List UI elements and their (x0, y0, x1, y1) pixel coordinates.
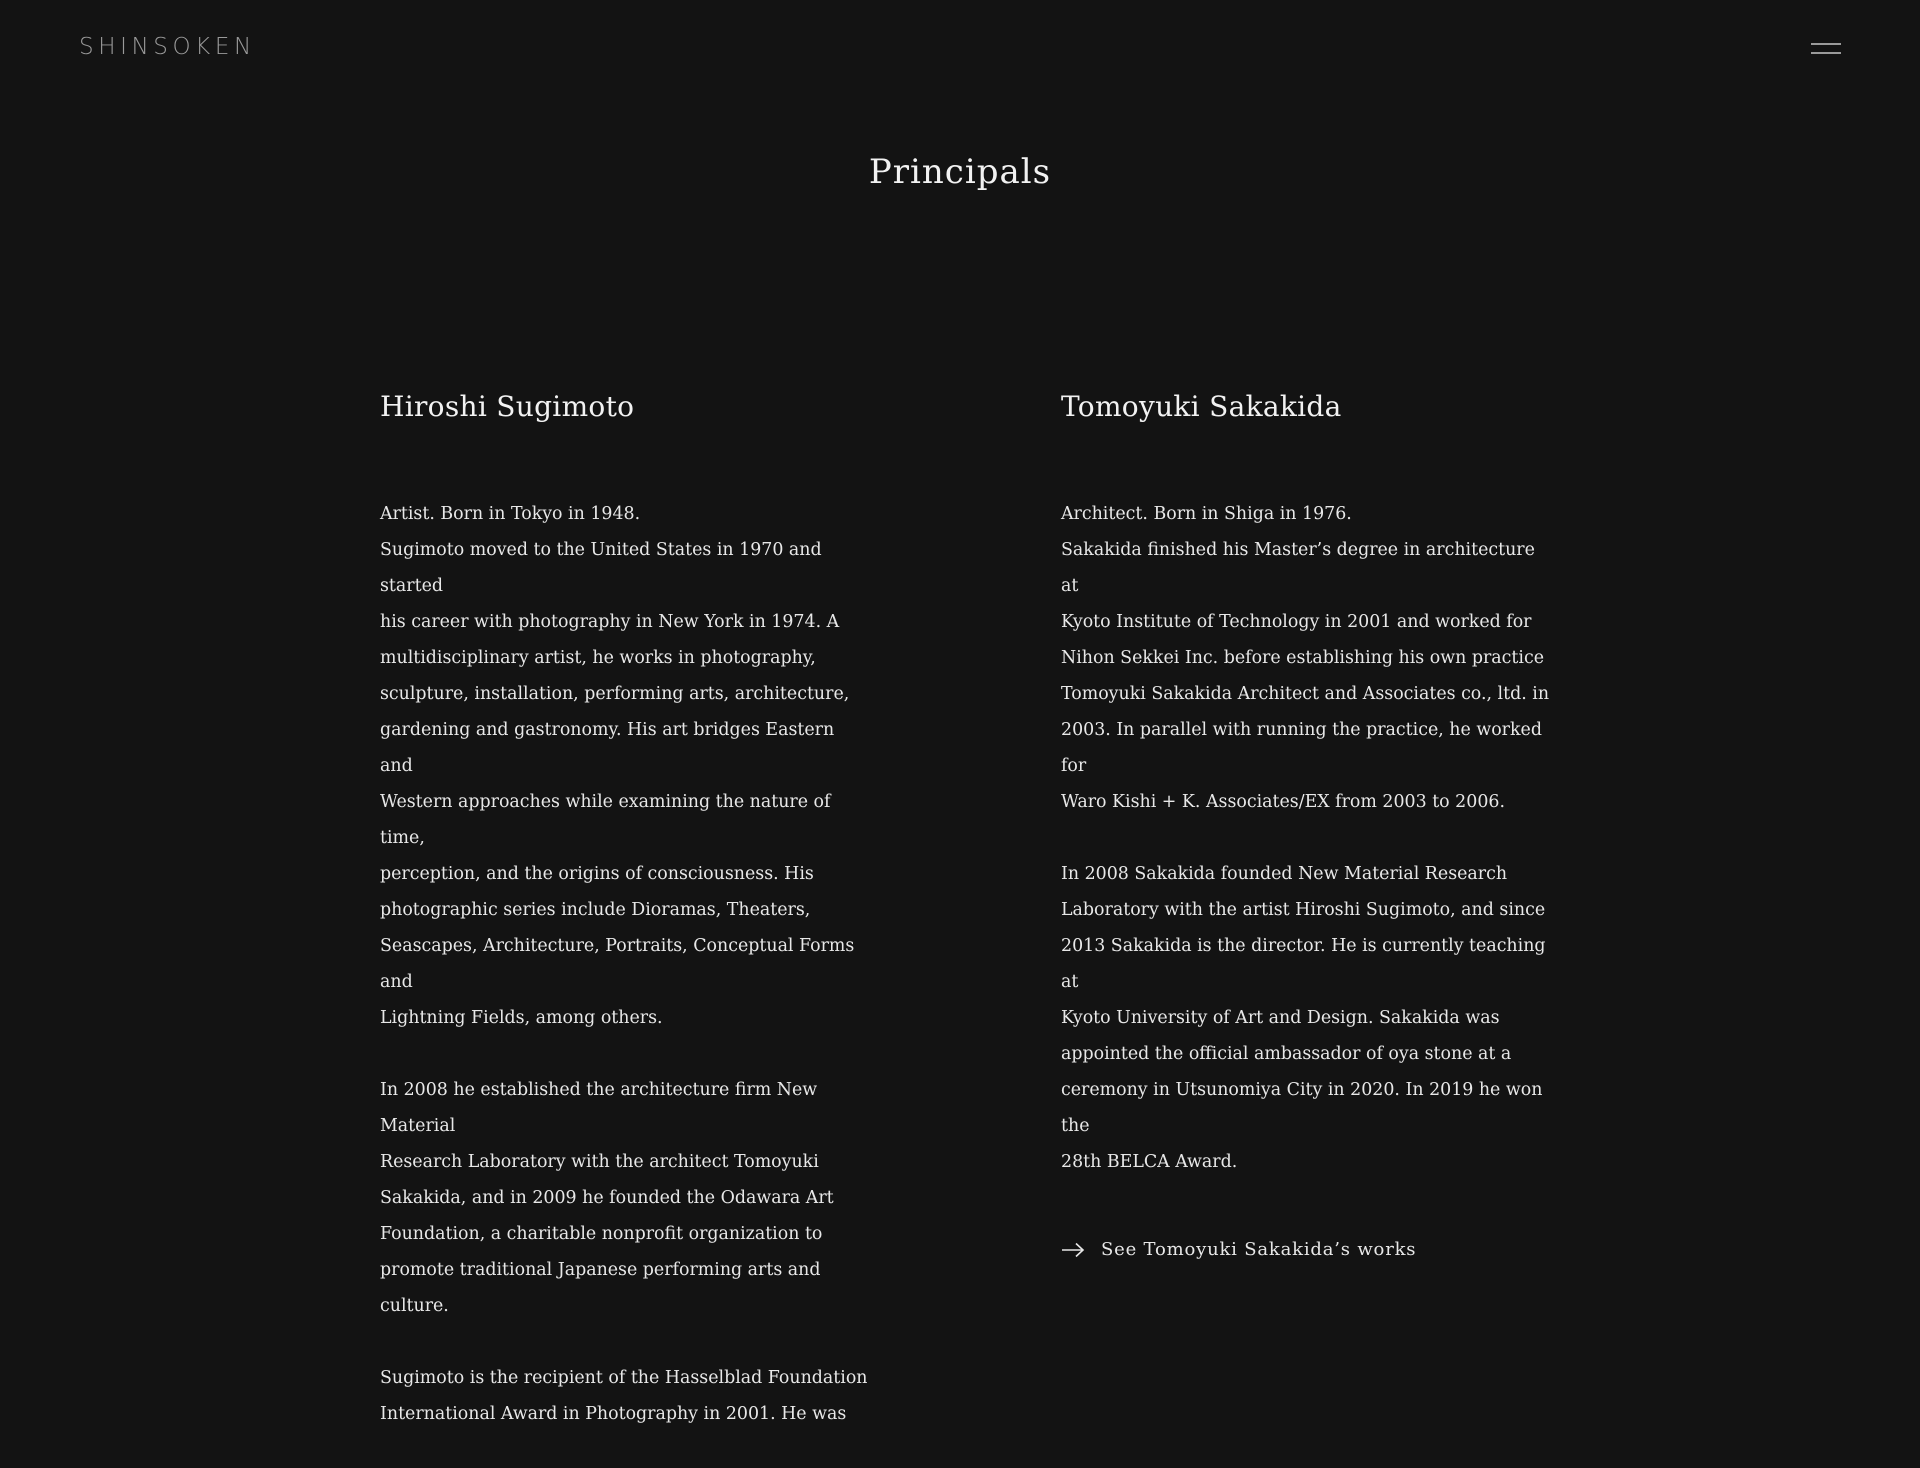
site-header (0, 0, 1920, 96)
bio-paragraph: Artist. Born in Tokyo in 1948. Sugimoto moved to the United States in 1970 and started his career with photography in New York in 1974. A multidisciplinary artist, he works in photography, sculpture, installation, performing arts, architecture, gardening and gastronomy. His art bridges Eastern and Western approaches while examining the nature of time, perception, and the origins of consciousness. His photographic series include Dioramas, Theaters, Seascapes, Architecture, Portraits, Conceptual Forms and Lightning Fields, among others. (380, 504, 855, 1028)
arrow-right-icon (1061, 1242, 1085, 1258)
principal-hiroshi-sugimoto (380, 386, 870, 1468)
principal-tomoyuki-sakakida (1061, 386, 1551, 1268)
bio-paragraph: Architect. Born in Shiga in 1976. Sakakida finished his Master’s degree in architecture at Kyoto Institute of Technology in 2001 and worked for Nihon Sekkei Inc. before establishing his own practice Tomoyuki Sakakida Architect and Associates co., ltd. in 2003. In parallel with running the practice, he worked for Waro Kishi + K. Associates/EX from 2003 to 2006. (1061, 504, 1550, 812)
bio-paragraph: In 2008 he established the architecture firm New Material Research Laboratory with the architect Tomoyuki Sakakida, and in 2009 he founded the Odawara Art Foundation, a charitable nonprofit organization to promote traditional Japanese performing arts and culture. (380, 1080, 834, 1316)
see-works-label: See Tomoyuki Sakakida’s works (1101, 1239, 1417, 1260)
see-works-link[interactable] (1061, 1232, 1551, 1268)
bio-paragraph: Sugimoto is the recipient of the Hasselblad Foundation International Award in Photography in 2001. He was (380, 1368, 868, 1424)
principal-name: Hiroshi Sugimoto (380, 390, 635, 423)
page-title: Principals (868, 152, 1052, 192)
menu-bar-top (1811, 43, 1841, 45)
hamburger-menu-icon[interactable] (1806, 34, 1846, 62)
site-logo[interactable]: SHINSOKEN (79, 34, 256, 60)
bio-paragraph: In 2008 Sakakida founded New Material Research Laboratory with the artist Hiroshi Sugimoto, and since 2013 Sakakida is the director. He is currently teaching at Kyoto University of Art and Design. Sakakida was appointed the official ambassador of oya stone at a ceremony in Utsunomiya City in 2020. In 2019 he won the 28th BELCA Award. (1061, 864, 1546, 1172)
menu-bar-bottom (1811, 52, 1841, 54)
principal-name: Tomoyuki Sakakida (1061, 390, 1342, 423)
principal-bio (380, 496, 870, 1432)
principal-bio (1061, 496, 1551, 1180)
